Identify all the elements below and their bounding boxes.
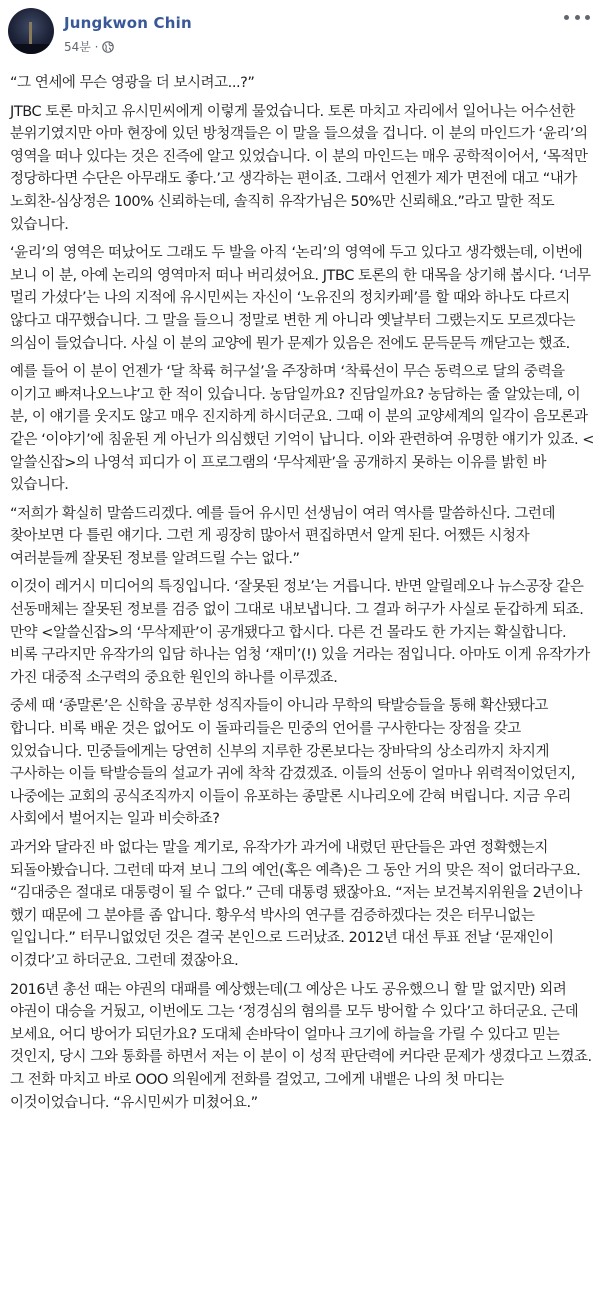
post-meta	[64, 38, 114, 55]
post-header	[0, 0, 600, 64]
post-paragraph: 이것이 레거시 미디어의 특징입니다. ‘잘못된 정보’는 거릅니다. 반면 알릴레오나 뉴스공장 같은 선동매체는 잘못된 정보를 검증 없이 그대로 내보냅니다. 그 결과 허구가 사실로 둔갑하게 되죠. 만약 <알쓸신잡>의 ‘무삭제판’이 공개됐다고 합시다. 다른 건 몰라도 한 가지는 확실합니다. 비록 구라지만 유작가의 입담 하나는 엄청 ‘재미’(!) 있을 거라는 점입니다. 아마도 이게 유작가가 가진 대중적 소구력의 중요한 원인의 하나를 이루겠죠.	[10, 579, 590, 686]
post-paragraph: 2016년 총선 때는 야권의 대패를 예상했는데(그 예상은 나도 공유했으니 할 말 없지만) 외려 야권이 대승을 거뒀고, 이번에도 그는 ‘정경심의 혐의를 모두 방어할 수 있다’고 하더군요. 근데 보세요, 어디 방어가 되던가요? 도대체 손바닥이 얼마나 크기에 하늘을 가릴 수 있다고 믿는 것인지, 당시 그와 통화를 하면서 저는 이 분이 이 성적 판단력에 커다란 문제가 생겼다고 느꼈죠. 그 전화 마치고 바로 OOO 의원에게 전화를 걸었고, 그에게 내뱉은 나의 첫 마디는 이것이었습니다. “유시민씨가 미쳤어요.”	[10, 981, 592, 1111]
post-paragraph: JTBC 토론 마치고 유시민씨에게 이렇게 물었습니다. 토론 마치고 자리에서 일어나는 어수선한 분위기였지만 아마 현장에 있던 방청객들은 이 말을 들으셨을 겁니다. 이 분의 마인드가 ‘윤리’의 영역을 떠나 있다는 것은 진즉에 알고 있었습니다. 이 분의 마인드는 매우 공학적이어서, ‘목적만 정당하다면 수단은 아무래도 좋다.’고 생각하는 편이죠. 그래서 언젠가 제가 면전에 대고 “내가 노회찬-심상정은 100% 신뢰하는데, 솔직히 유작가님은 50%만 신뢰해요.”라고 말한 적도 있습니다.	[10, 103, 588, 233]
avatar[interactable]	[8, 8, 54, 54]
post-paragraph: ‘윤리’의 영역은 떠났어도 그래도 두 발을 아직 ‘논리’의 영역에 두고 있다고 생각했는데, 이번에 보니 이 분, 아예 논리의 영역마저 떠나 버리셨어요. JTBC 토론의 한 대목을 상기해 봅시다. ‘너무 멀리 가셨다’는 나의 지적에 유시민씨는 자신이 ‘노유진의 정치카페’를 할 때와 하나도 다르지 않다고 대꾸했습니다. 그 말을 들으니 정말로 변한 게 아니라 옛날부터 그랬는지도 모르겠다는 의심이 들었습니다. 사실 이 분의 교양에 뭔가 문제가 있음은 전에도 문득문득 깨닫고는 했죠.	[10, 245, 591, 352]
more-dot	[585, 15, 590, 20]
post-timestamp[interactable]: 54분 ·	[64, 40, 99, 54]
post-paragraph: “그 연세에 무슨 영광을 더 보시려고...?”	[10, 75, 255, 91]
author-name[interactable]: Jungkwon Chin	[64, 14, 192, 32]
avatar-base-shape	[8, 44, 54, 54]
post-paragraph: “저희가 확실히 말씀드리겠다. 예를 들어 유시민 선생님이 여러 역사를 말씀하신다. 그런데 찾아보면 다 틀린 얘기다. 그런 게 굉장히 많아서 편집하면서 알게 된다. 어쨌든 시청자 여러분들께 잘못된 정보를 알려드릴 수는 없다.”	[10, 505, 556, 567]
post-paragraph: 예를 들어 이 분이 언젠가 ‘달 착륙 허구설’을 주장하며 ‘착륙선이 무슨 동력으로 달의 중력을 이기고 빠져나오느냐’고 한 적이 있습니다. 농담일까요? 진담일까요? 농담하는 줄 알았는데, 이 분, 이 얘기를 웃지도 않고 매우 진지하게 하시더군요. 그때 이 분의 교양세계의 일각이 음모론과 같은 ‘이야기’에 침윤된 게 아닌가 의심했던 기억이 납니다. 이와 관련하여 유명한 얘기가 있죠. <알쓸신잡>의 나영석 피디가 이 프로그램의 ‘무삭제판’을 공개하지 못하는 이유를 밝힌 바 있습니다.	[10, 364, 595, 494]
more-dot	[564, 15, 569, 20]
globe-icon[interactable]	[102, 41, 114, 53]
avatar-spire-shape	[29, 22, 32, 46]
post-paragraph: 과거와 달라진 바 없다는 말을 계기로, 유작가가 과거에 내렸던 판단들은 과연 정확했는지 되돌아봤습니다. 그런데 따져 보니 그의 예언(혹은 예측)은 그 동안 거의 맞은 적이 없더라구요. “김대중은 절대로 대통령이 될 수 없다.” 근데 대통령 됐잖아요. “저는 보건복지위원을 2년이나 했기 때문에 그 분야를 좀 압니다. 황우석 박사의 연구를 검증하겠다는 것은 터무니없는 일입니다.” 터무니없었던 것은 결국 본인으로 드러났죠. 2012년 대선 투표 전날 ‘문재인이 이겼다’고 하더군요. 그런데 졌잖아요.	[10, 840, 583, 969]
post-paragraph: 중세 때 ‘종말론’은 신학을 공부한 성직자들이 아니라 무학의 탁발승들을 통해 확산됐다고 합니다. 비록 배운 것은 없어도 이 돌파리들은 민중의 언어를 구사한다는 장점을 갖고 있었습니다. 민중들에게는 당연히 신부의 지루한 강론보다는 장바닥의 상소리까지 차지게 구사하는 이들 탁발승들의 설교가 귀에 착착 감겼겠죠. 이들의 선동이 얼마나 위력적이었던지, 나중에는 교회의 공식조직까지 이들이 유포하는 종말론 시나리오에 갇혀 버립니다. 지금 우리 사회에서 벌어지는 일과 비슷하죠?	[10, 698, 576, 828]
more-options-icon[interactable]	[564, 10, 590, 24]
more-dot	[575, 15, 580, 20]
post-body	[10, 72, 594, 1120]
